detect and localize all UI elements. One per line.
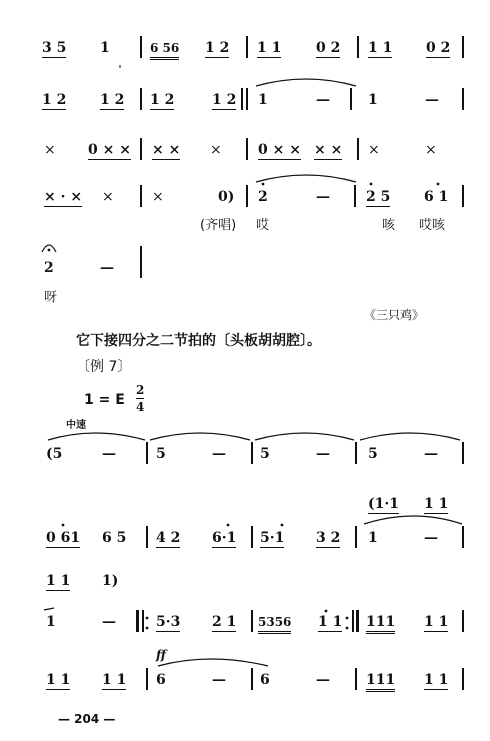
tie-mark — [44, 608, 54, 610]
note-cell: 2 — [44, 260, 54, 276]
dynamic-mark: ff — [156, 648, 166, 662]
note-cell: 1 1 — [424, 672, 449, 688]
note-cell: — — [212, 672, 226, 688]
note-cell: 1 2 — [205, 40, 230, 56]
repeat-dot — [346, 627, 349, 630]
note-cell: 1 1 — [318, 614, 343, 630]
note-cell: 3 5 — [42, 40, 67, 56]
slur-mark — [360, 433, 460, 440]
note-cell: 1 2 — [100, 92, 125, 108]
key-signature: 1 = E — [84, 392, 125, 408]
note-cell: — — [424, 446, 438, 462]
lyric-word: 哎 — [256, 218, 270, 233]
note-cell: × · × — [44, 189, 83, 205]
note-cell: × — [152, 189, 164, 205]
example-label: 〔例 7〕 — [76, 359, 132, 375]
note-cell: 2 1 — [212, 614, 237, 630]
note-cell: 1 1 — [257, 40, 282, 56]
note-cell: 6 56 — [150, 40, 179, 60]
note-cell: 1 2 — [150, 92, 175, 108]
note-cell: 5 — [368, 446, 378, 462]
slur-mark — [256, 79, 356, 86]
note-cell: 1 — [258, 92, 268, 108]
note-cell: — — [424, 530, 438, 546]
note-cell: 5 — [260, 446, 270, 462]
note-cell: × — [425, 142, 437, 158]
slur-mark — [48, 433, 145, 440]
note-cell: (1·1 — [368, 496, 399, 512]
prose-line: 它下接四分之二节拍的〔头板胡胡腔〕。 — [76, 333, 321, 349]
page-number: — 204 — — [58, 712, 116, 726]
note-cell: 1) — [102, 573, 119, 589]
lyric-word: 哎咳 — [419, 218, 446, 233]
note-cell: 1 1 — [368, 40, 393, 56]
note-cell: 2 5 — [366, 189, 391, 205]
note-cell: 5 — [156, 446, 166, 462]
note-cell: 3 2 — [316, 530, 341, 546]
note-cell: 0 2 — [426, 40, 451, 56]
note-cell: 1 — [368, 530, 378, 546]
note-cell: 5356 — [258, 614, 291, 634]
note-cell: 1 2 — [212, 92, 237, 108]
note-cell: — — [100, 260, 114, 276]
octave-dot — [262, 183, 265, 186]
note-cell: 1 1 — [46, 672, 71, 688]
repeat-dot — [146, 617, 149, 620]
note-cell: 6·1 — [212, 530, 237, 546]
note-cell: × — [210, 142, 222, 158]
note-cell: 111 — [366, 614, 395, 634]
note-cell: 1 1 — [424, 614, 449, 630]
note-cell: 0 2 — [316, 40, 341, 56]
note-cell: 0 × × — [258, 142, 301, 158]
note-cell: 0 × × — [88, 142, 131, 158]
note-cell: (5 — [46, 446, 63, 462]
note-cell: — — [425, 92, 439, 108]
lyric-singer: (齐唱) — [200, 218, 237, 233]
note-cell: — — [102, 446, 116, 462]
note-cell: × × — [314, 142, 343, 158]
note-cell: 5·1 — [260, 530, 285, 546]
note-cell: 1 1 — [46, 573, 71, 589]
tempo-mark: 中速 — [66, 420, 86, 431]
octave-dot — [370, 183, 373, 186]
note-cell: 0 61 — [46, 530, 81, 546]
octave-dot — [281, 524, 284, 527]
note-cell: — — [102, 614, 116, 630]
lyric-word: 咳 — [382, 218, 396, 233]
note-cell: — — [316, 189, 330, 205]
note-cell: 1 1 — [102, 672, 127, 688]
note-cell: 6 5 — [102, 530, 127, 546]
octave-dot — [62, 524, 65, 527]
lyric-word: 呀 — [44, 290, 58, 305]
note-cell: 111 — [366, 672, 395, 692]
octave-dot — [48, 249, 51, 252]
note-cell: 6 — [260, 672, 270, 688]
time-sig-numerator: 2 — [136, 383, 145, 397]
slur-mark — [256, 175, 356, 182]
note-cell: × — [102, 189, 114, 205]
note-cell: 1 — [100, 40, 110, 56]
octave-dot — [227, 524, 230, 527]
note-cell: 6 1 — [424, 189, 449, 205]
note-cell: 1 1 — [424, 496, 449, 512]
octave-dot — [325, 610, 328, 613]
note-cell: 4 2 — [156, 530, 181, 546]
note-cell: 6 — [156, 672, 166, 688]
note-cell: — — [212, 446, 226, 462]
slur-mark — [255, 433, 354, 440]
note-cell: 0) — [218, 189, 235, 205]
source-title: 《三只鸡》 — [364, 308, 425, 322]
note-cell: 1 — [46, 614, 56, 630]
note-cell: 5·3 — [156, 614, 181, 630]
note-cell: 2 — [258, 189, 268, 205]
note-cell: — — [316, 672, 330, 688]
note-cell: 1 2 — [42, 92, 67, 108]
note-cell: × — [44, 142, 56, 158]
time-sig-denominator: 4 — [136, 400, 145, 414]
slur-mark — [364, 516, 462, 524]
repeat-dot — [346, 617, 349, 620]
note-cell: 1 — [368, 92, 378, 108]
note-cell: × — [368, 142, 380, 158]
octave-dot — [437, 183, 440, 186]
note-cell: — — [316, 92, 330, 108]
slur-mark — [158, 659, 268, 666]
note-cell: — — [316, 446, 330, 462]
note-cell: × × — [152, 142, 181, 158]
repeat-dot — [146, 627, 149, 630]
slur-mark — [150, 433, 250, 440]
